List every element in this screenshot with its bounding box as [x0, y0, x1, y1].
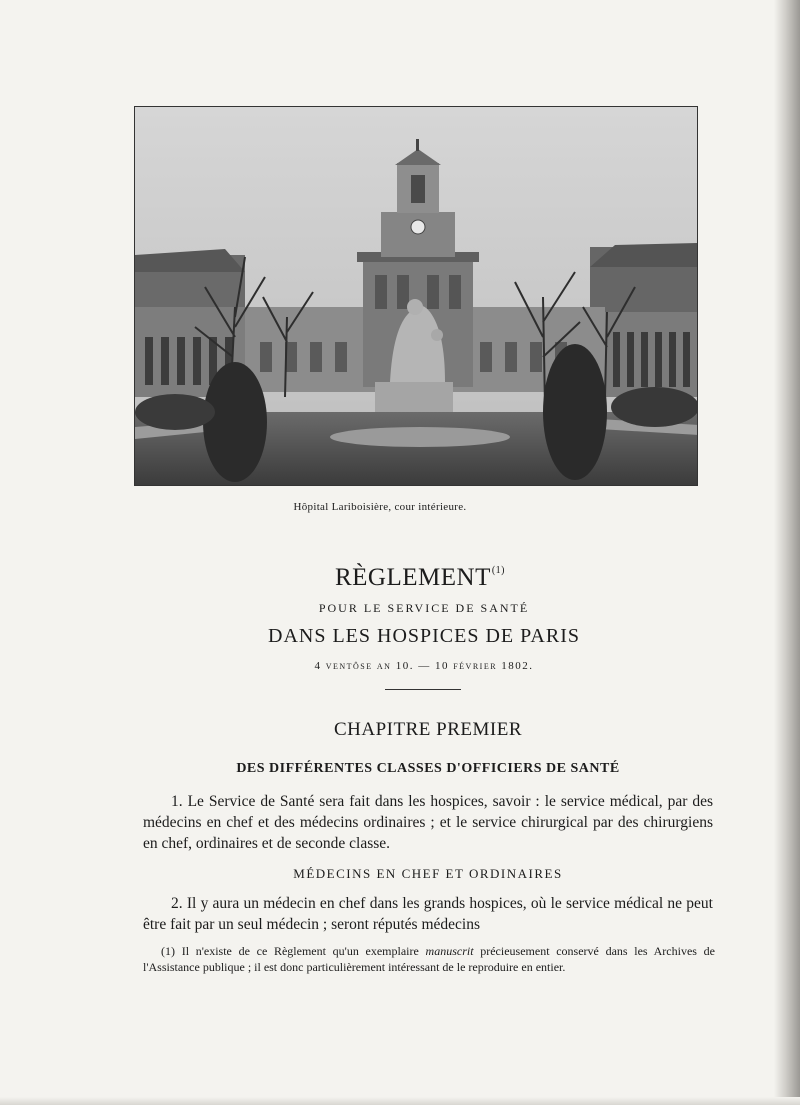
- article-1-paragraph: [143, 791, 713, 854]
- footnote: [143, 943, 715, 975]
- courtyard-illustration: [135, 107, 698, 486]
- subtitle-line-2: DANS LES HOSPICES DE PARIS: [268, 625, 580, 647]
- page-edge-shadow: [774, 0, 800, 1105]
- footnote-text-before: Il n'existe de ce Règlement qu'un exemplaire: [181, 944, 419, 958]
- article-2-paragraph: [143, 893, 713, 935]
- page-bottom-shadow: [0, 1097, 800, 1105]
- title-text: RÈGLEMENT: [334, 564, 491, 591]
- article-2-text: 2. Il y aura un médecin en chef dans les grands hospices, où le service médical ne peut être fait par un seul médecin ; seront réputés médecins: [143, 895, 713, 933]
- document-date: 4 ventôse an 10. — 10 février 1802.: [314, 660, 534, 672]
- article-1-text: 1. Le Service de Santé sera fait dans les hospices, savoir : le service médical, par des médecins en chef et des médecins ordinaires ; et le service chirurgical par des chirurgiens en chef, ordinaires et de seconde classe.: [143, 793, 713, 852]
- chapter-title: CHAPITRE PREMIER: [334, 719, 522, 740]
- hospital-courtyard-photo: [134, 106, 698, 486]
- section-heading: MÉDECINS EN CHEF ET ORDINAIRES: [293, 866, 563, 881]
- footnote-marker: (1): [161, 944, 175, 958]
- document-title: [0, 564, 800, 592]
- footnote-emphasis: manuscrit: [425, 944, 474, 958]
- footnote-text-after: précieusement conservé dans les Archives de l'Assistance publique ; il est donc particulièrement intéressant de le reproduire en entier.: [143, 944, 715, 974]
- title-footnote-marker: (1): [491, 565, 506, 576]
- title-divider: [385, 689, 461, 690]
- figure-caption: Hôpital Lariboisière, cour intérieure.: [293, 501, 467, 513]
- chapter-subtitle: DES DIFFÉRENTES CLASSES D'OFFICIERS DE SANTÉ: [236, 761, 620, 776]
- subtitle-line-1: POUR LE SERVICE DE SANTÉ: [318, 601, 530, 615]
